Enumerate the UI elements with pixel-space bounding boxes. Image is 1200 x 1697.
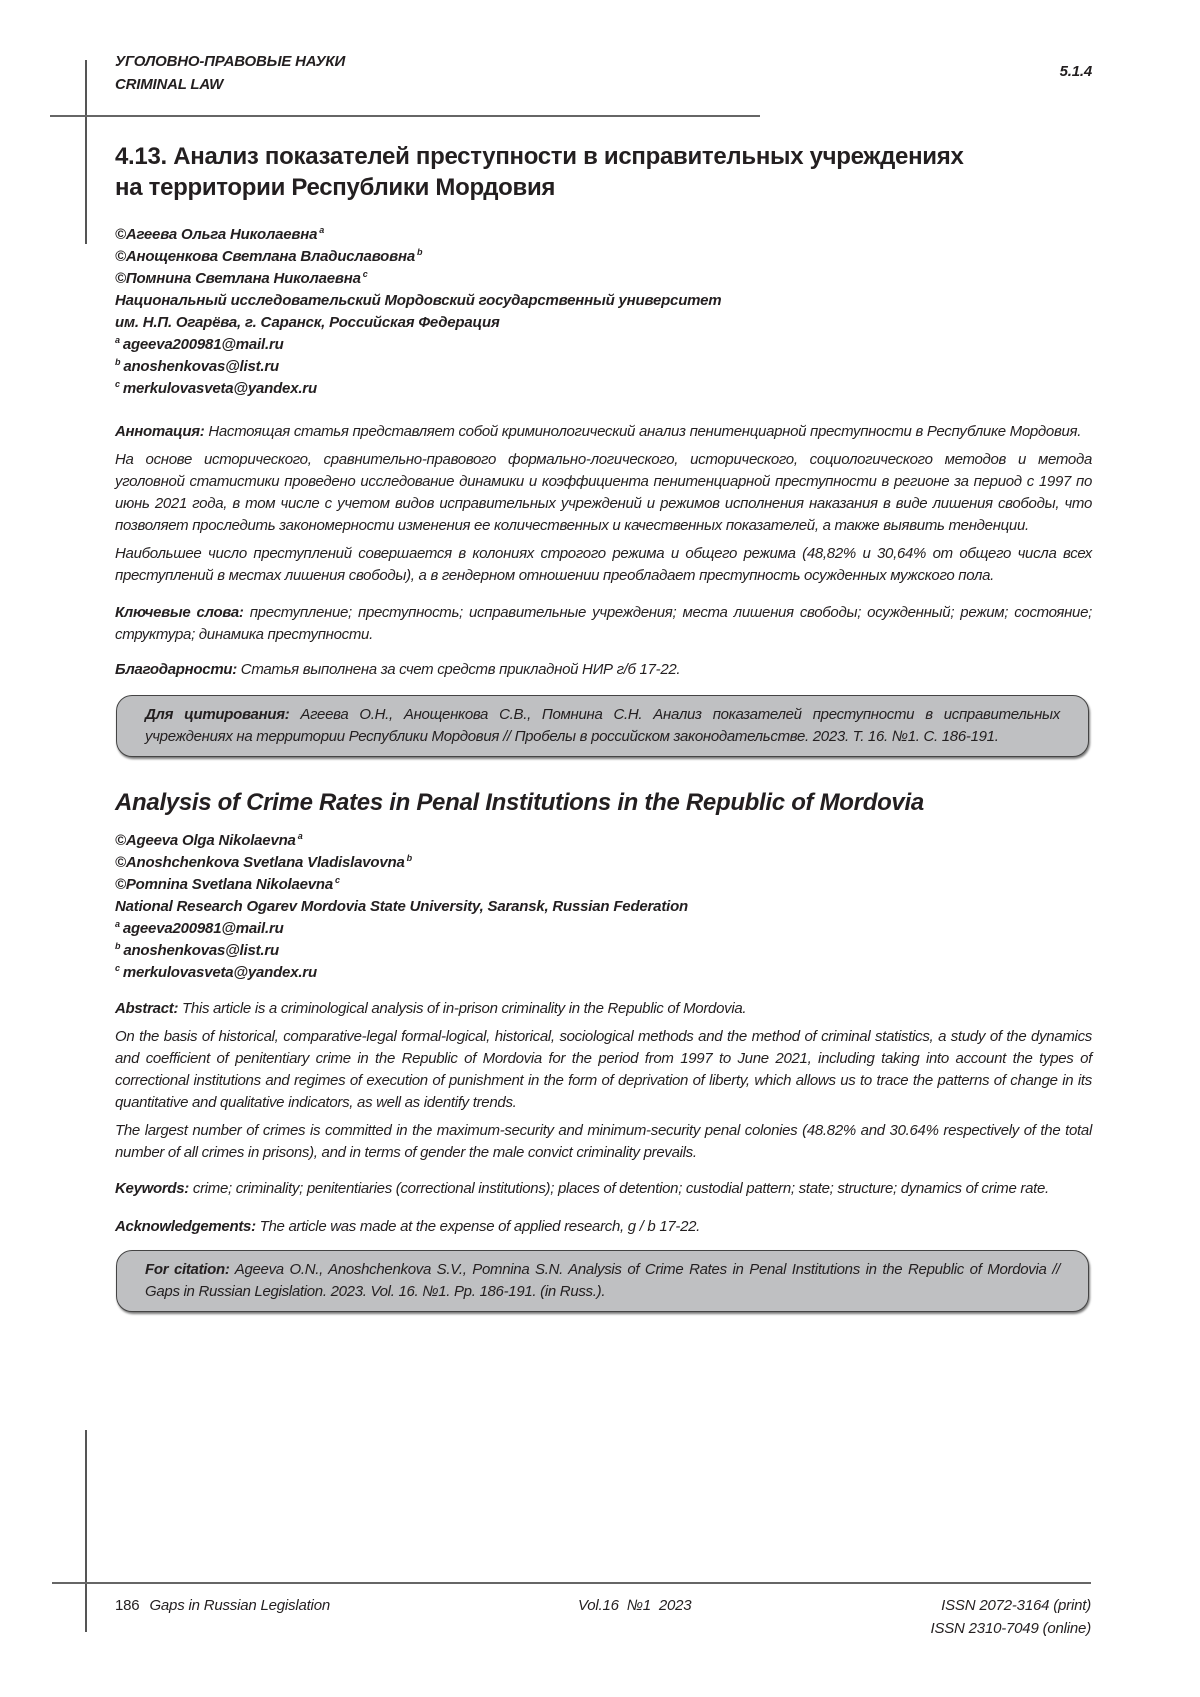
- title-line: 4.13. Анализ показателей преступности в исправительных учреждениях: [115, 141, 1092, 172]
- author: ©Ageeva Olga Nikolaevna a: [115, 830, 1092, 852]
- title-line: на территории Республики Мордовия: [115, 172, 1092, 203]
- article-title-ru: [115, 141, 1092, 203]
- affiliation: National Research Ogarev Mordovia State University, Saransk, Russian Federation: [115, 896, 1092, 918]
- email-link[interactable]: ageeva200981@mail.ru: [123, 336, 284, 353]
- section-ru: УГОЛОВНО-ПРАВОВЫЕ НАУКИ: [115, 50, 345, 73]
- email: c merkulovasveta@yandex.ru: [115, 962, 1092, 984]
- email: b anoshenkovas@list.ru: [115, 940, 1092, 962]
- footer-issue: Vol.16 №1 2023: [578, 1594, 691, 1617]
- running-header: [115, 50, 345, 96]
- citation-box-ru: Для цитирования: Агеева О.Н., Анощенкова С.В., Помнина С.Н. Анализ показателей преступности в исправительных учреждениях на территории Республики Мордовия // Пробелы в российском законодательстве. 2023. Т. 16. №1. С. 186-191.: [116, 695, 1089, 757]
- email: a ageeva200981@mail.ru: [115, 334, 1092, 356]
- issn-online: ISSN 2310-7049 (online): [930, 1617, 1091, 1640]
- email: b anoshenkovas@list.ru: [115, 356, 1092, 378]
- abstract-paragraph: Наибольшее число преступлений совершается в колониях строгого режима и общего режима (48,82% и 30,64% от общего числа всех преступлений в местах лишения свободы), а в гендерном отношении преобладает преступность осужденных мужского пола.: [115, 543, 1092, 587]
- email-link[interactable]: anoshenkovas@list.ru: [123, 942, 279, 959]
- acknowledgements-ru: Благодарности: Статья выполнена за счет средств прикладной НИР г/б 17-22.: [115, 659, 1092, 681]
- abstract-paragraph: На основе исторического, сравнительно-правового формально-логического, исторического, социологического методов и метода уголовной статистики проведено исследование динамики и коэффициента пенитенциарной преступности в регионе за период с 1997 по июнь 2021 года, в том числе с учетом видов исправительных учреждений и режимов исполнения наказания в виде лишения свободы, что позволяет проследить закономерности изменения ее количественных и качественных показателей, а также выявить тенденции.: [115, 449, 1092, 537]
- author: ©Pomnina Svetlana Nikolaevna c: [115, 874, 1092, 896]
- email-link[interactable]: ageeva200981@mail.ru: [123, 920, 284, 937]
- authors-en: [115, 830, 1092, 984]
- email: c merkulovasveta@yandex.ru: [115, 378, 1092, 400]
- author: ©Anoshchenkova Svetlana Vladislavovna b: [115, 852, 1092, 874]
- affiliation: Национальный исследовательский Мордовский государственный университет: [115, 290, 1092, 312]
- article-title-en: Analysis of Crime Rates in Penal Institutions in the Republic of Mordovia: [115, 787, 1092, 818]
- abstract-ru: Аннотация: Настоящая статья представляет собой криминологический анализ пенитенциарной преступности в Республике Мордовия. На основе исторического, сравнительно-правового формально-логического, исторического, социологического методов и метода уголовной статистики проведено исследование динамики и коэффициента пенитенциарной преступности в регионе за период с 1997 по июнь 2021 года, в том числе с учетом видов исправительных учреждений и режимов исполнения наказания в виде лишения свободы, что позволяет проследить закономерности изменения ее количественных и качественных показателей, а также выявить тенденции. Наибольшее число преступлений совершается в колониях строгого режима и общего режима (48,82% и 30,64% от общего числа всех преступлений в местах лишения свободы), а в гендерном отношении преобладает преступность осужденных мужского пола.: [115, 421, 1092, 587]
- top-vertical-rule: [85, 60, 87, 244]
- abstract-en: Abstract: This article is a criminological analysis of in-prison criminality in the Republic of Mordovia. On the basis of historical, comparative-legal formal-logical, historical, sociological methods and the method of criminal statistics, a study of the dynamics and coefficient of penitentiary crime in the Republic of Mordovia for the period from 1997 to June 2021, including taking into account the types of correctional institutions and regimes of execution of punishment in the form of deprivation of liberty, which allows us to trace the patterns of change in its quantitative and qualitative indicators, as well as identify trends. The largest number of crimes is committed in the maximum-security and minimum-security penal colonies (48.82% and 30.64% respectively of the total number of all crimes in prisons), and in terms of gender the male convict criminality prevails.: [115, 998, 1092, 1164]
- author: ©Анощенкова Светлана Владиславовна b: [115, 246, 1092, 268]
- authors-ru: [115, 224, 1092, 400]
- footer-issn: [930, 1594, 1091, 1640]
- keywords-ru: Ключевые слова: преступление; преступность; исправительные учреждения; места лишения свободы; осужденный; режим; состояние; структура; динамика преступности.: [115, 602, 1092, 646]
- abstract-label: Аннотация:: [115, 423, 204, 440]
- abstract-paragraph: The largest number of crimes is committed in the maximum-security and minimum-security penal colonies (48.82% and 30.64% respectively of the total number of all crimes in prisons), and in terms of gender the male convict criminality prevails.: [115, 1120, 1092, 1164]
- section-en: CRIMINAL LAW: [115, 73, 345, 96]
- footer-left: [115, 1594, 330, 1617]
- email-link[interactable]: merkulovasveta@yandex.ru: [123, 964, 317, 981]
- email-link[interactable]: anoshenkovas@list.ru: [123, 358, 279, 375]
- article-body: [115, 141, 1092, 1312]
- header-rule: [50, 115, 760, 117]
- footer-rule: [52, 1582, 1091, 1584]
- email-link[interactable]: merkulovasveta@yandex.ru: [123, 380, 317, 397]
- abstract-paragraph: On the basis of historical, comparative-legal formal-logical, historical, sociological methods and the method of criminal statistics, a study of the dynamics and coefficient of penitentiary crime in the Republic of Mordovia for the period from 1997 to June 2021, including taking into account the types of correctional institutions and regimes of execution of punishment in the form of deprivation of liberty, which allows us to trace the patterns of change in its quantitative and qualitative indicators, as well as identify trends.: [115, 1026, 1092, 1114]
- specialty-code: 5.1.4: [1060, 60, 1092, 83]
- page-number: 186: [115, 1597, 139, 1614]
- author: ©Помнина Светлана Николаевна c: [115, 268, 1092, 290]
- abstract-label: Abstract:: [115, 1000, 178, 1017]
- issn-print: ISSN 2072-3164 (print): [930, 1594, 1091, 1617]
- email: a ageeva200981@mail.ru: [115, 918, 1092, 940]
- citation-box-en: For citation: Ageeva O.N., Anoshchenkova S.V., Pomnina S.N. Analysis of Crime Rates in Penal Institutions in the Republic of Mordovia // Gaps in Russian Legislation. 2023. Vol. 16. №1. Pp. 186-191. (in Russ.).: [116, 1250, 1089, 1312]
- affiliation: им. Н.П. Огарёва, г. Саранск, Российская Федерация: [115, 312, 1092, 334]
- journal-name: Gaps in Russian Legislation: [149, 1597, 330, 1614]
- keywords-en: Keywords: crime; criminality; penitentiaries (correctional institutions); places of detention; custodial pattern; state; structure; dynamics of crime rate.: [115, 1178, 1092, 1200]
- acknowledgements-en: Acknowledgements: The article was made at the expense of applied research, g / b 17-22.: [115, 1216, 1092, 1238]
- author: ©Агеева Ольга Николаевна a: [115, 224, 1092, 246]
- bottom-vertical-rule: [85, 1430, 87, 1632]
